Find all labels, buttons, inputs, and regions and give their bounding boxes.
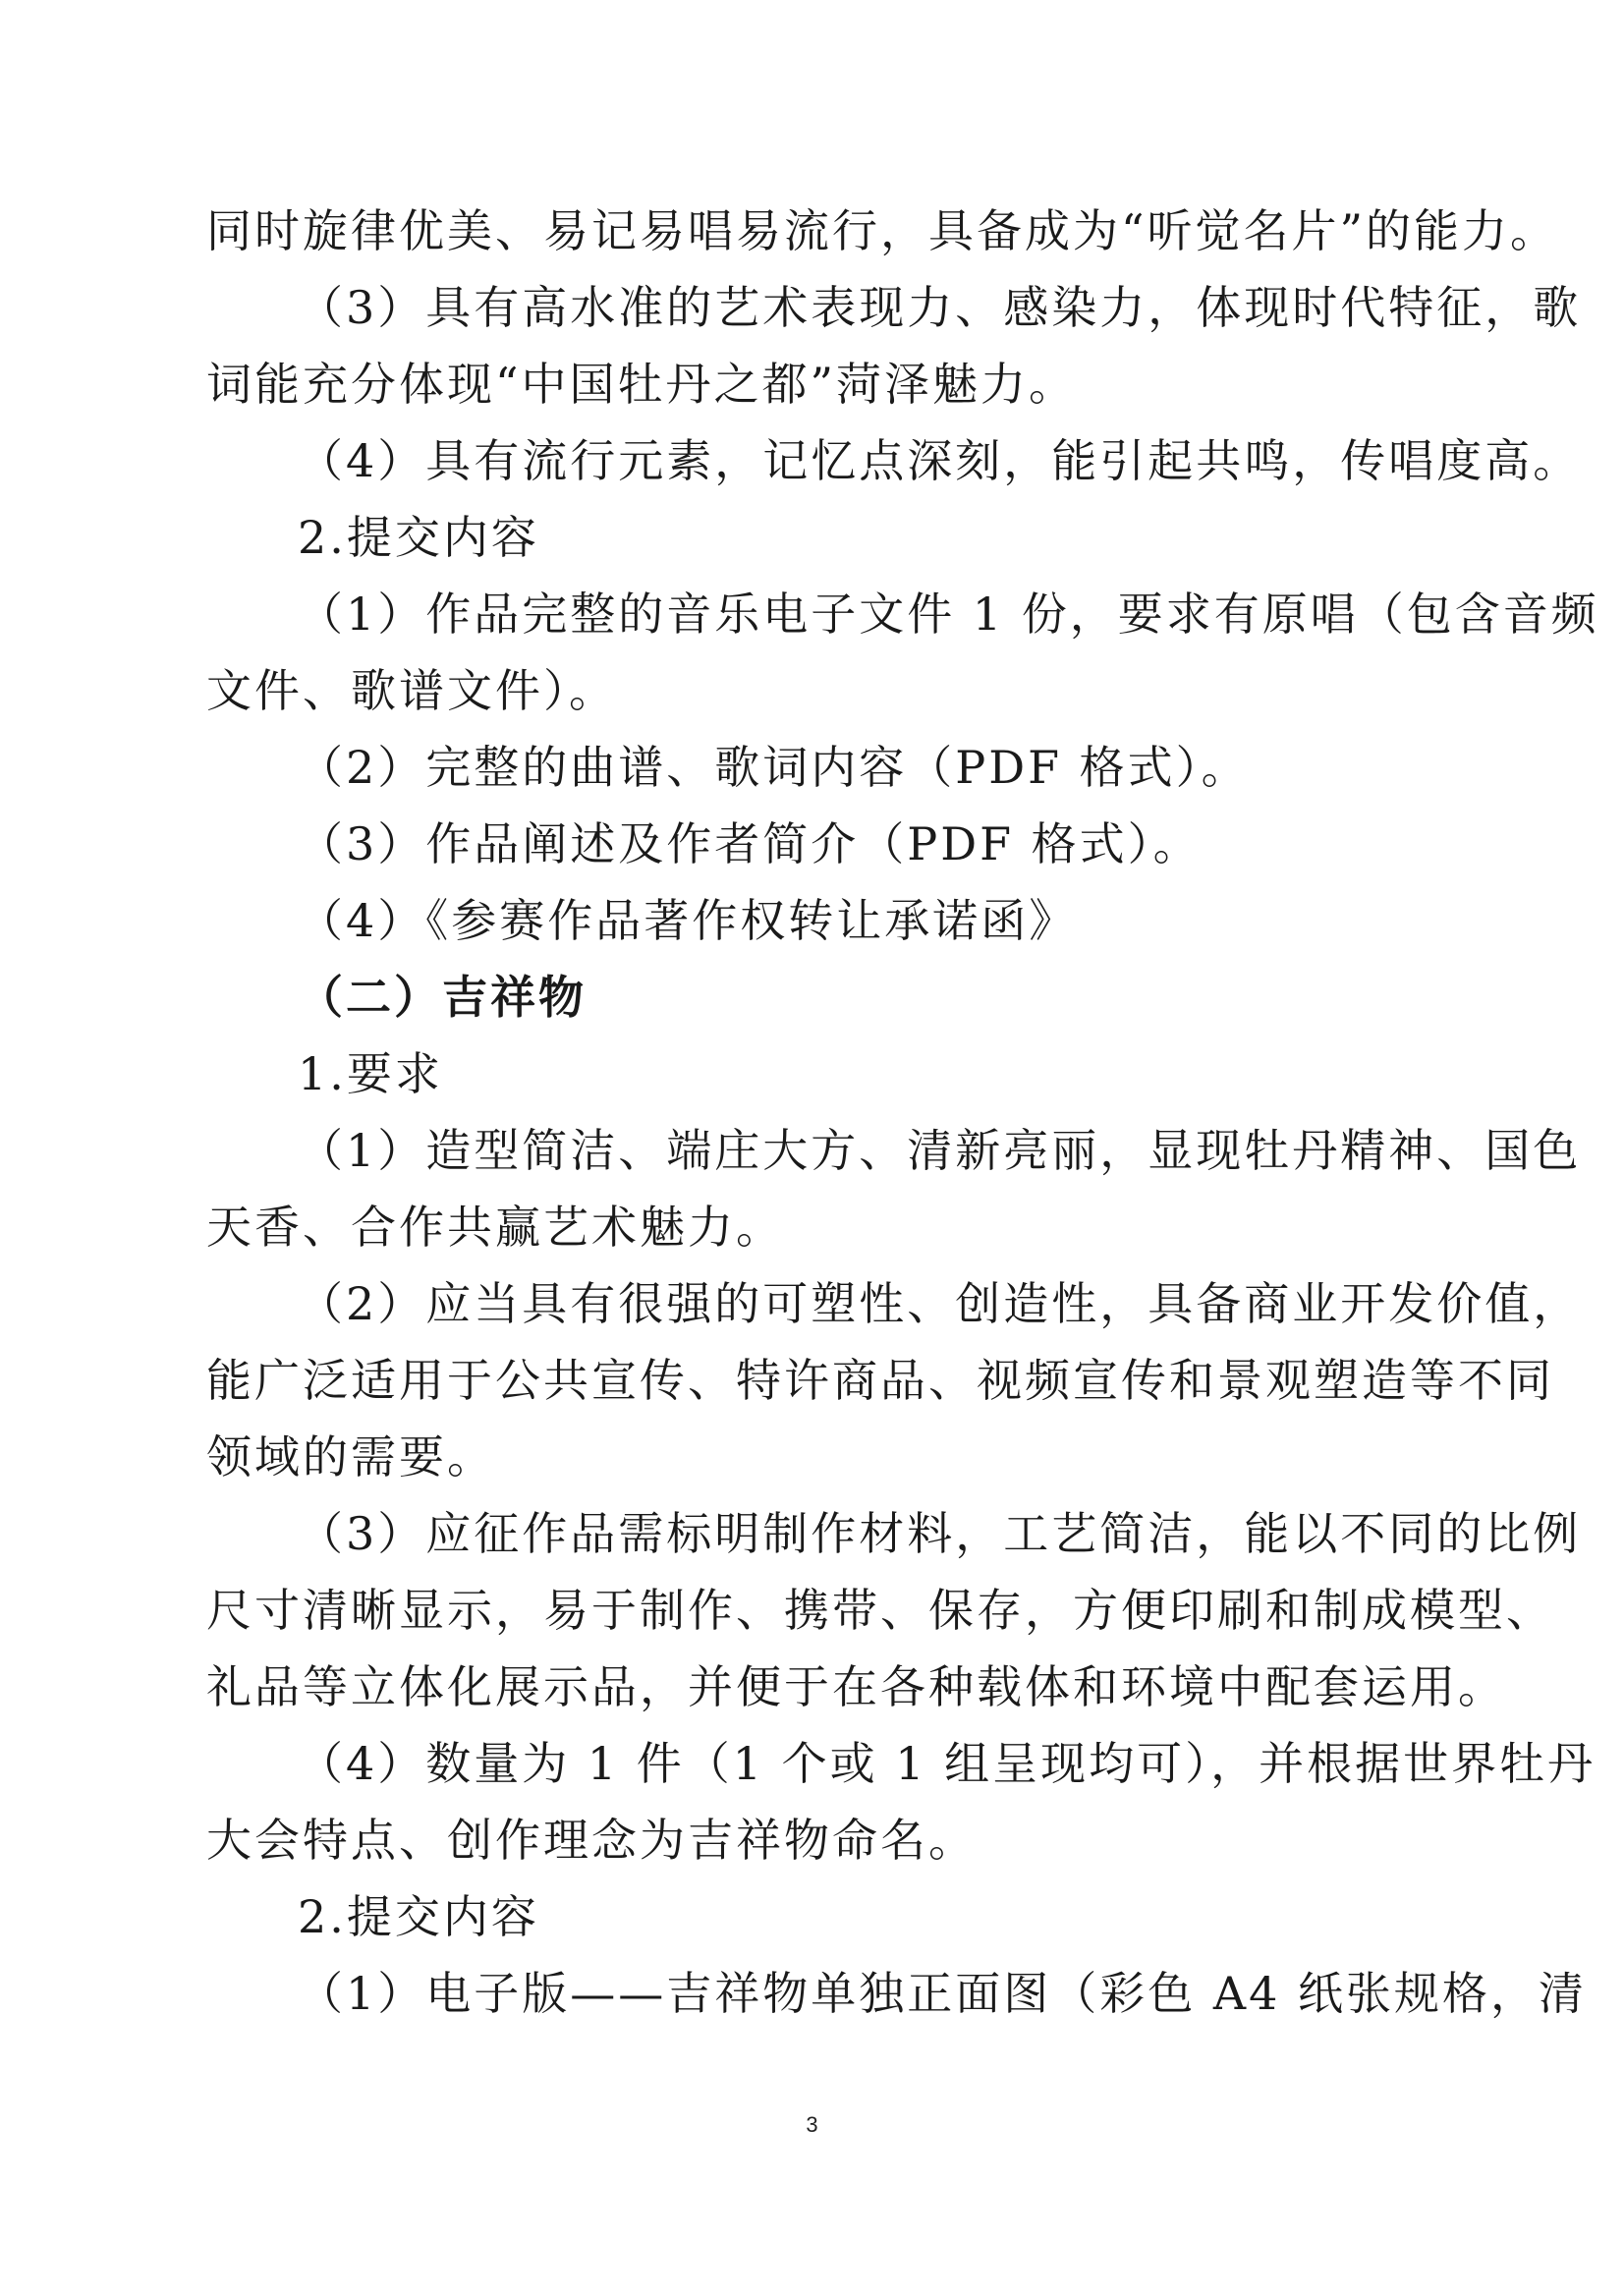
text-line: （4）《参赛作品著作权转让承诺函》 (298, 894, 1078, 947)
text-line: （3）具有高水准的艺术表现力、感染力，体现时代特征，歌 (298, 281, 1582, 334)
text-line: 尺寸清晰显示，易于制作、携带、保存，方便印刷和制成模型、 (206, 1584, 1554, 1637)
text-line: （3）应征作品需标明制作材料，工艺简洁，能以不同的比例 (298, 1507, 1582, 1560)
text-line: （2）完整的曲谱、歌词内容（PDF 格式）。 (298, 741, 1250, 794)
section-heading: （二）吉祥物 (298, 971, 587, 1024)
text-line: （4）数量为 1 件（1 个或 1 组呈现均可），并根据世界牡丹 (298, 1737, 1596, 1790)
text-line: （4）具有流行元素，记忆点深刻，能引起共鸣，传唱度高。 (298, 434, 1582, 487)
text-line: 大会特点、创作理念为吉祥物命名。 (206, 1814, 977, 1867)
text-line: 礼品等立体化展示品，并便于在各种载体和环境中配套运用。 (206, 1660, 1506, 1713)
text-line: 同时旋律优美、易记易唱易流行，具备成为“听觉名片”的能力。 (206, 204, 1559, 257)
text-line: （2）应当具有很强的可塑性、创造性，具备商业开发价值， (298, 1277, 1582, 1330)
subheading: 1.要求 (298, 1047, 443, 1100)
text-line: （1）电子版——吉祥物单独正面图（彩色 A4 纸张规格，清 (298, 1967, 1587, 2020)
subheading: 2.提交内容 (298, 1890, 539, 1943)
text-line: 文件、歌谱文件）。 (206, 664, 617, 717)
text-line: 领域的需要。 (206, 1430, 495, 1483)
text-line: （3）作品阐述及作者简介（PDF 格式）。 (298, 817, 1202, 870)
text-line: （1）造型简洁、端庄大方、清新亮丽，显现牡丹精神、国色 (298, 1124, 1582, 1177)
text-line: （1）作品完整的音乐电子文件 1 份，要求有原唱（包含音频 (298, 588, 1599, 641)
text-line: 词能充分体现“中国牡丹之都”菏泽魅力。 (206, 358, 1078, 411)
text-line: 能广泛适用于公共宣传、特许商品、视频宣传和景观塑造等不同 (206, 1354, 1554, 1407)
text-line: 天香、合作共赢艺术魅力。 (206, 1201, 784, 1254)
subheading: 2.提交内容 (298, 511, 539, 564)
document-body (206, 193, 1599, 2032)
page-number: 3 (806, 2112, 818, 2137)
